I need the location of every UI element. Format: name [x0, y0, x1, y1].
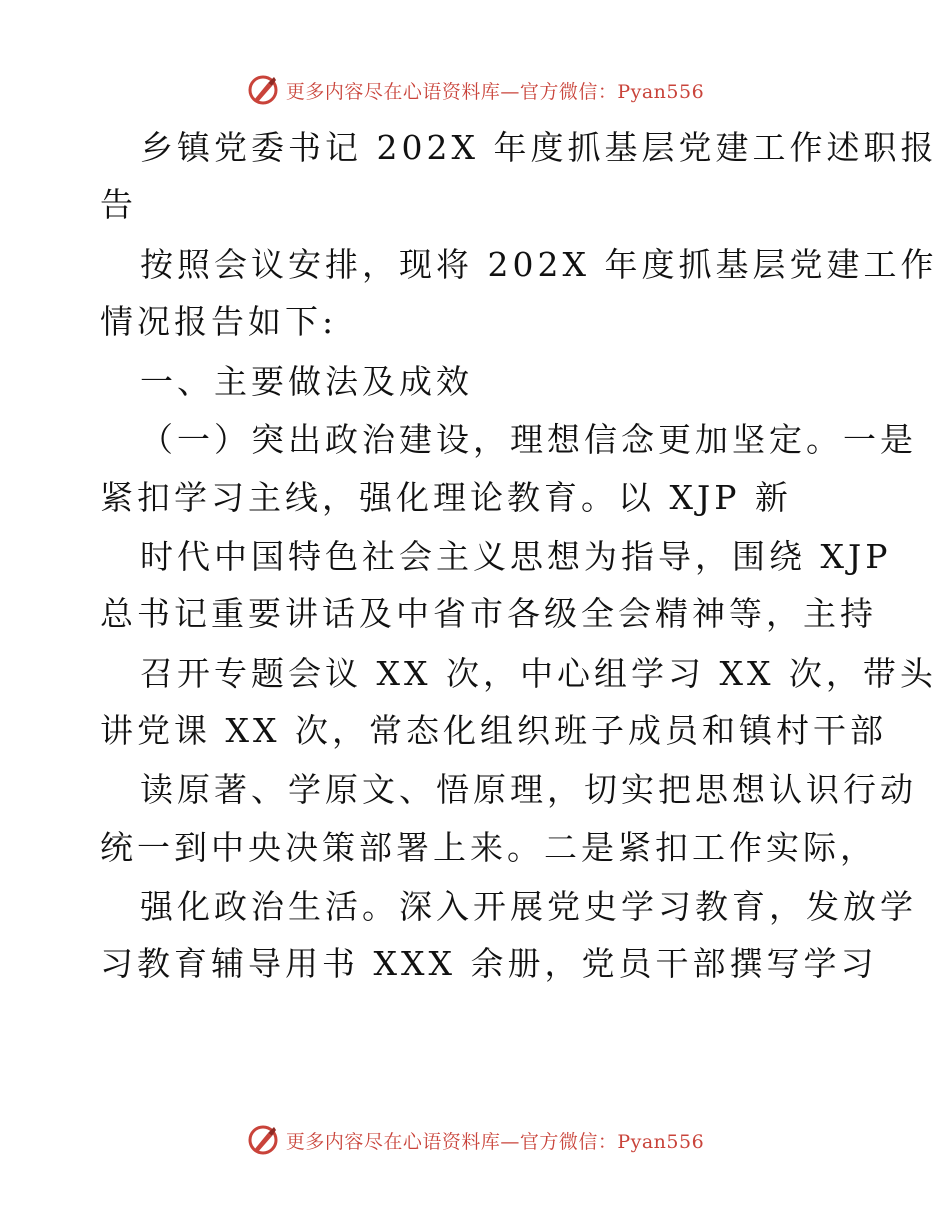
document-title-line-2: 告	[100, 185, 137, 224]
paragraph-line: 读原著、学原文、悟原理，切实把思想认识行动	[140, 770, 917, 809]
paragraph-line: 总书记重要讲话及中省市各级全会精神等，主持	[100, 594, 877, 633]
intro-line-2: 情况报告如下:	[100, 302, 338, 341]
section-heading: 一、主要做法及成效	[140, 362, 473, 401]
paragraph-line: 强化政治生活。深入开展党史学习教育，发放学	[140, 887, 917, 926]
paragraph-line: 召开专题会议 XX 次，中心组学习 XX 次，带头	[140, 654, 937, 693]
watermark-text: 更多内容尽在心语资料库—官方微信：Pyan556	[285, 1130, 705, 1153]
paragraph-line: （一）突出政治建设，理想信念更加坚定。一是	[140, 420, 917, 459]
paragraph-line: 习教育辅导用书 XXX 余册，党员干部撰写学习	[100, 944, 878, 983]
paragraph-line: 统一到中央决策部署上来。二是紧扣工作实际，	[100, 828, 877, 867]
quill-logo-icon	[246, 73, 280, 107]
quill-logo-icon	[246, 1123, 280, 1157]
paragraph-line: 讲党课 XX 次，常态化组织班子成员和镇村干部	[100, 711, 887, 750]
watermark-text: 更多内容尽在心语资料库—官方微信：Pyan556	[285, 80, 705, 103]
footer-watermark	[0, 1120, 950, 1160]
document-title-line-1: 乡镇党委书记 202X 年度抓基层党建工作述职报	[140, 128, 938, 167]
paragraph-line: 紧扣学习主线，强化理论教育。以 XJP 新	[100, 478, 792, 517]
header-watermark	[0, 70, 950, 110]
paragraph-line: 时代中国特色社会主义思想为指导，围绕 XJP	[140, 537, 892, 576]
intro-line-1: 按照会议安排，现将 202X 年度抓基层党建工作	[140, 245, 938, 284]
